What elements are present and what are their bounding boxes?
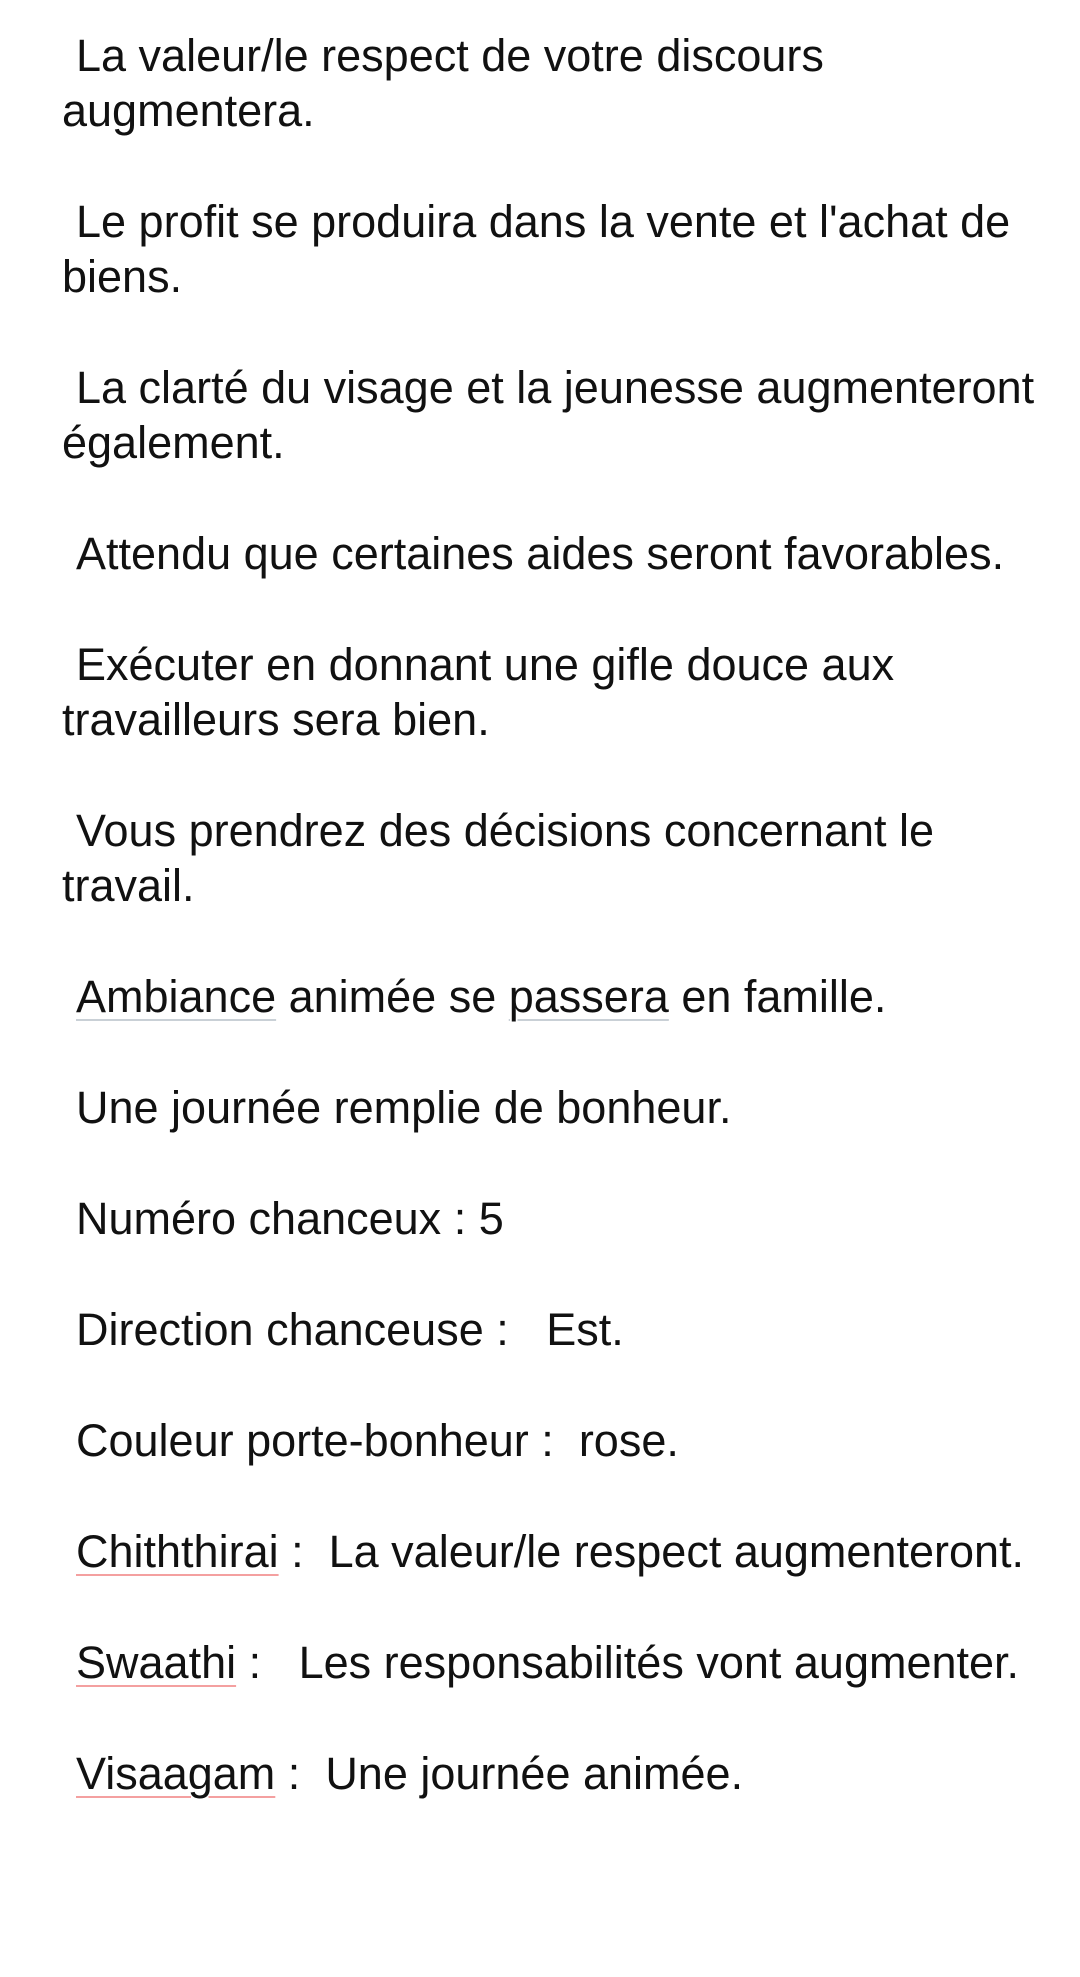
star-swaathi bbox=[62, 1635, 1040, 1690]
star-sep: : bbox=[278, 1526, 329, 1577]
paragraph-ambiance bbox=[62, 969, 1040, 1024]
lucky-number-label: Numéro chanceux : bbox=[76, 1193, 467, 1244]
lucky-direction-label: Direction chanceuse : bbox=[76, 1304, 509, 1355]
ambiance-end: en famille. bbox=[668, 971, 887, 1022]
lucky-color-label: Couleur porte-bonheur : bbox=[76, 1415, 554, 1466]
lucky-number-value: 5 bbox=[478, 1193, 504, 1244]
paragraph-happy-day: Une journée remplie de bonheur. bbox=[76, 1082, 732, 1133]
star-text-chiththirai: La valeur/le respect augmenteront. bbox=[328, 1526, 1025, 1577]
paragraph-aids: Attendu que certaines aides seront favorables. bbox=[76, 528, 1005, 579]
lucky-direction-value: Est. bbox=[546, 1304, 624, 1355]
star-sep: : bbox=[236, 1637, 299, 1688]
paragraph-speech-respect: La valeur/le respect de votre discours augmentera. bbox=[62, 30, 824, 136]
star-name-chiththirai: Chiththirai bbox=[76, 1526, 279, 1577]
lucky-color-line bbox=[62, 1413, 1040, 1468]
paragraph-profit: Le profit se produira dans la vente et l'achat de biens. bbox=[62, 196, 1011, 302]
star-sep: : bbox=[275, 1748, 326, 1799]
passera-word: passera bbox=[508, 971, 669, 1022]
star-chiththirai bbox=[62, 1524, 1040, 1579]
paragraph-face-clarity: La clarté du visage et la jeunesse augmenteront également. bbox=[62, 362, 1035, 468]
star-name-visaagam: Visaagam bbox=[76, 1748, 276, 1799]
ambiance-mid: animée se bbox=[276, 971, 509, 1022]
lucky-number-line bbox=[62, 1191, 1040, 1246]
star-text-visaagam: Une journée animée. bbox=[325, 1748, 744, 1799]
star-name-swaathi: Swaathi bbox=[76, 1637, 237, 1688]
lucky-direction-line bbox=[62, 1302, 1040, 1357]
lucky-color-value: rose. bbox=[578, 1415, 679, 1466]
star-visaagam bbox=[62, 1746, 1040, 1801]
star-text-swaathi: Les responsabilités vont augmenter. bbox=[298, 1637, 1020, 1688]
paragraph-workers: Exécuter en donnant une gifle douce aux travailleurs sera bien. bbox=[62, 639, 895, 745]
ambiance-word: Ambiance bbox=[76, 971, 277, 1022]
paragraph-decisions: Vous prendrez des décisions concernant le travail. bbox=[62, 805, 935, 911]
